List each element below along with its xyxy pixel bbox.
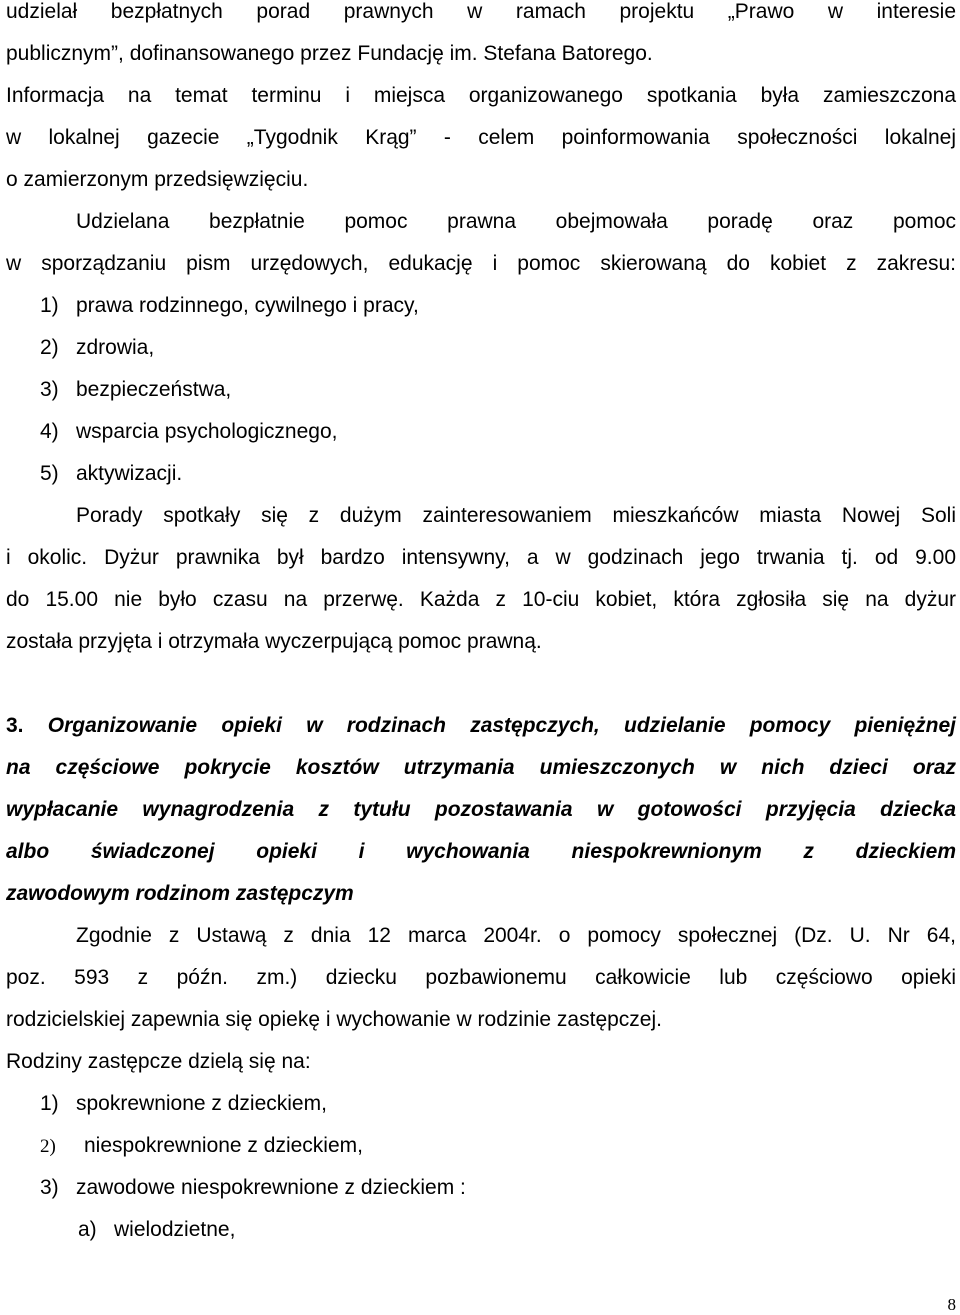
- list-item-text: aktywizacji.: [76, 462, 183, 485]
- list-marker: 3): [40, 1176, 59, 1199]
- section-heading-line: albo świadczonej opieki i wychowania niespokrewnionym z dzieckiem: [6, 840, 956, 863]
- paragraph-line: Zgodnie z Ustawą z dnia 12 marca 2004r. o pomocy społecznej (Dz. U. Nr 64,: [76, 924, 956, 947]
- list-item: [40, 294, 956, 318]
- list-item: [40, 336, 956, 360]
- paragraph-line: została przyjęta i otrzymała wyczerpującą pomoc prawną.: [6, 630, 542, 653]
- paragraph-line: do 15.00 nie było czasu na przerwę. Każda z 10-ciu kobiet, która zgłosiła się na dyżur: [6, 588, 956, 611]
- list-item: [40, 1134, 956, 1159]
- list-item-text: wsparcia psychologicznego,: [76, 420, 338, 443]
- section-heading-text: Organizowanie opieki w rodzinach zastępczych, udzielanie pomocy pieniężnej: [47, 714, 956, 737]
- paragraph-line: w sporządzaniu pism urzędowych, edukację i pomoc skierowaną do kobiet z zakresu:: [6, 252, 956, 275]
- list-item: [40, 378, 956, 402]
- paragraph-line: Udzielana bezpłatnie pomoc prawna obejmowała poradę oraz pomoc: [76, 210, 956, 233]
- paragraph-line: udzielał bezpłatnych porad prawnych w ramach projektu „Prawo w interesie: [6, 0, 956, 23]
- list-item: [40, 1092, 956, 1116]
- section-heading-line: zawodowym rodzinom zastępczym: [6, 882, 354, 905]
- sublist-item: [78, 1218, 956, 1242]
- paragraph-line: Informacja na temat terminu i miejsca organizowanego spotkania była zamieszczona: [6, 84, 956, 107]
- paragraph-line: o zamierzonym przedsięwzięciu.: [6, 168, 309, 191]
- list-item-text: zdrowia,: [76, 336, 155, 359]
- list-marker: 5): [40, 462, 59, 485]
- page-number: 8: [947, 1295, 956, 1314]
- paragraph-line: poz. 593 z późn. zm.) dziecku pozbawionemu całkowicie lub częściowo opieki: [6, 966, 956, 989]
- paragraph-line: Porady spotkały się z dużym zainteresowaniem mieszkańców miasta Nowej Soli: [76, 504, 956, 527]
- section-heading-line: wypłacanie wynagrodzenia z tytułu pozostawania w gotowości przyjęcia dziecka: [6, 798, 956, 821]
- section-number: 3.: [6, 714, 24, 737]
- paragraph-line: w lokalnej gazecie „Tygodnik Krąg” - celem poinformowania społeczności lokalnej: [6, 126, 956, 149]
- paragraph-line: i okolic. Dyżur prawnika był bardzo intensywny, a w godzinach jego trwania tj. od 9.00: [6, 546, 956, 569]
- paragraph-line: rodzicielskiej zapewnia się opiekę i wychowanie w rodzinie zastępczej.: [6, 1008, 662, 1031]
- list-item-text: niespokrewnione z dzieckiem,: [84, 1134, 363, 1157]
- list-marker: 2): [40, 336, 59, 359]
- list-marker: 4): [40, 420, 59, 443]
- list-item: [40, 462, 956, 486]
- paragraph-line: publicznym”, dofinansowanego przez Fundację im. Stefana Batorego.: [6, 42, 653, 65]
- section-heading-line: na częściowe pokrycie kosztów utrzymania umieszczonych w nich dzieci oraz: [6, 756, 956, 779]
- list-item: [40, 420, 956, 444]
- section-heading: [6, 714, 956, 738]
- list-item-text: zawodowe niespokrewnione z dzieckiem :: [76, 1176, 466, 1199]
- list-item-text: wielodzietne,: [114, 1218, 236, 1241]
- list-marker: 1): [40, 1092, 59, 1115]
- list-item-text: prawa rodzinnego, cywilnego i pracy,: [76, 294, 419, 317]
- list-marker: 2): [40, 1136, 56, 1157]
- list-item: [40, 1176, 956, 1200]
- list-marker: 1): [40, 294, 59, 317]
- list-marker: 3): [40, 378, 59, 401]
- list-marker: a): [78, 1218, 97, 1241]
- list-item-text: spokrewnione z dzieckiem,: [76, 1092, 327, 1115]
- list-item-text: bezpieczeństwa,: [76, 378, 232, 401]
- types-intro: Rodziny zastępcze dzielą się na:: [6, 1050, 311, 1073]
